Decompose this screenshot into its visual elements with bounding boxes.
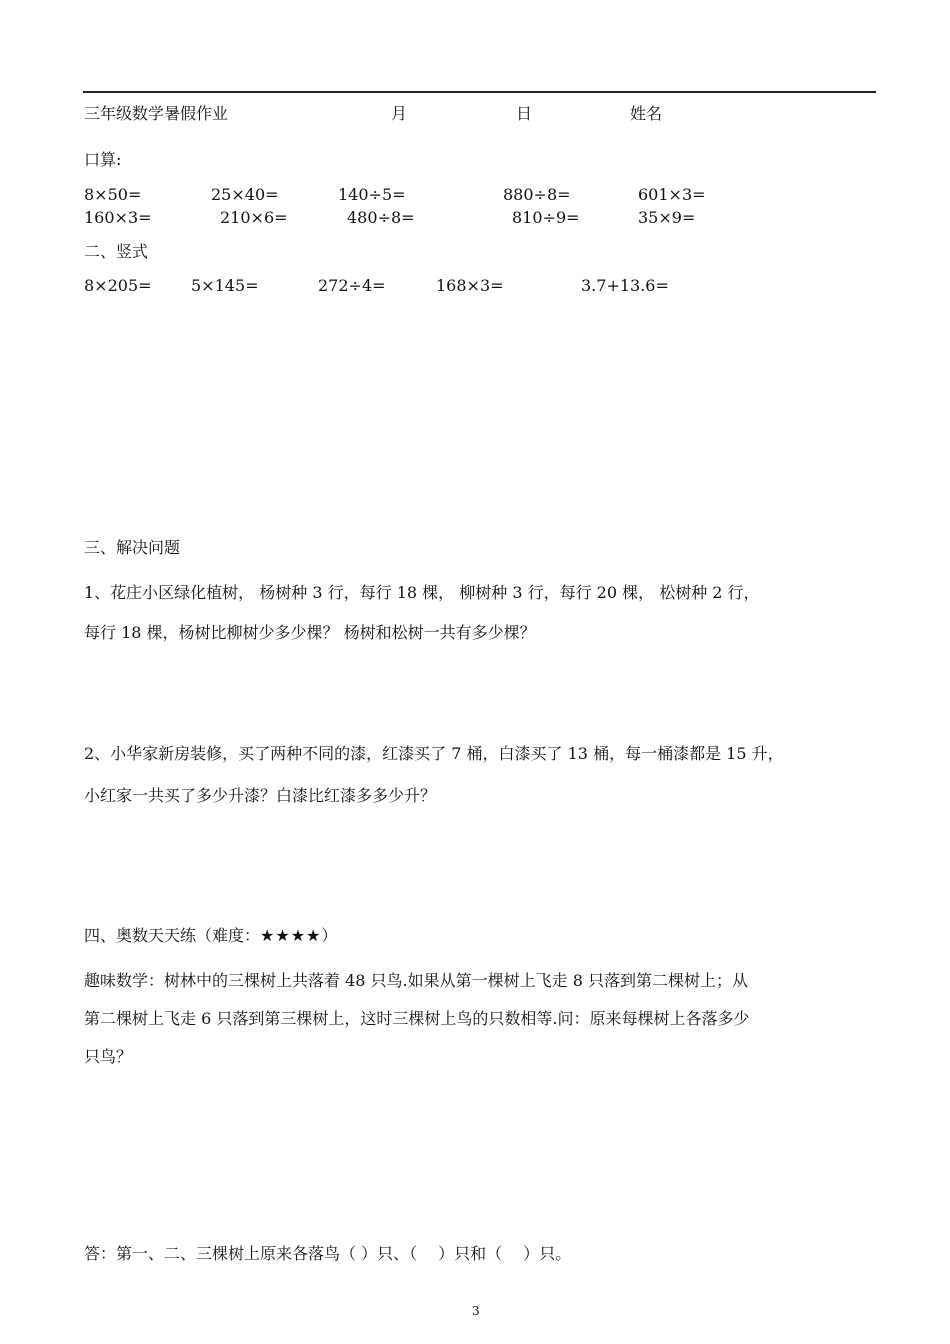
vertical-calc-item: 272÷4= (318, 276, 386, 295)
mental-math-item: 480÷8= (347, 208, 415, 227)
page-number: 3 (472, 1304, 480, 1318)
olympiad-problem-line-1: 趣味数学：树林中的三棵树上共落着 48 只鸟.如果从第一棵树上飞走 8 只落到第二棵树上；从 (84, 971, 748, 990)
mental-math-item: 210×6= (220, 208, 288, 227)
word-problem-2 (84, 746, 876, 804)
mental-math-item: 601×3= (638, 185, 706, 204)
vertical-calc-item: 168×3= (436, 276, 504, 295)
mental-math-item: 160×3= (84, 208, 152, 227)
worksheet-title: 三年级数学暑假作业 (84, 104, 229, 123)
day-label: 日 (516, 104, 533, 123)
section-heading-vertical-calc: 二、竖式 (84, 242, 149, 261)
word-problem-1 (84, 585, 876, 641)
answer-line: 答：第一、二、三棵树上原来各落鸟（ ）只、（ ）只和（ ）只。 (84, 1244, 572, 1263)
vertical-calc-item: 8×205= (84, 276, 152, 295)
word-problem-1-line-2: 每行 18 棵，杨树比柳树少多少棵？ 杨树和松树一共有多少棵？ (84, 623, 536, 642)
section-heading-mental-math: 口算: (84, 150, 122, 169)
mental-math-item: 140÷5= (338, 185, 406, 204)
olympiad-heading-text: 四、奥数天天练（难度： (84, 926, 261, 945)
mental-math-item: 810÷9= (512, 208, 580, 227)
olympiad-heading-end: ） (321, 926, 338, 945)
month-label: 月 (391, 104, 408, 123)
mental-math-item: 35×9= (638, 208, 696, 227)
name-label: 姓名 (630, 104, 663, 123)
difficulty-stars: ★★★★ (260, 926, 322, 945)
section-heading-word-problems: 三、解决问题 (84, 538, 181, 557)
word-problem-2-line-2: 小红家一共买了多少升漆？白漆比红漆多多少升？ (84, 786, 437, 805)
mental-math-item: 880÷8= (503, 185, 571, 204)
word-problem-1-line-1: 1、花庄小区绿化植树， 杨树种 3 行，每行 18 棵， 柳树种 3 行，每行 20 棵， 松树种 2 行， (84, 583, 760, 602)
header-rule (83, 91, 876, 93)
section-heading-olympiad (84, 928, 337, 944)
mental-math-item: 25×40= (211, 185, 279, 204)
vertical-calc-item: 3.7+13.6= (581, 276, 669, 295)
olympiad-problem-line-2: 第二棵树上飞走 6 只落到第三棵树上，这时三棵树上鸟的只数相等.问：原来每棵树上各落多少 (84, 1009, 750, 1028)
mental-math-item: 8×50= (84, 185, 142, 204)
word-problem-2-line-1: 2、小华家新房装修，买了两种不同的漆，红漆买了 7 桶，白漆买了 13 桶，每一桶漆都是 15 升， (84, 744, 784, 763)
vertical-calc-item: 5×145= (191, 276, 259, 295)
olympiad-problem-line-3: 只鸟？ (84, 1047, 133, 1066)
olympiad-problem (84, 973, 876, 1065)
